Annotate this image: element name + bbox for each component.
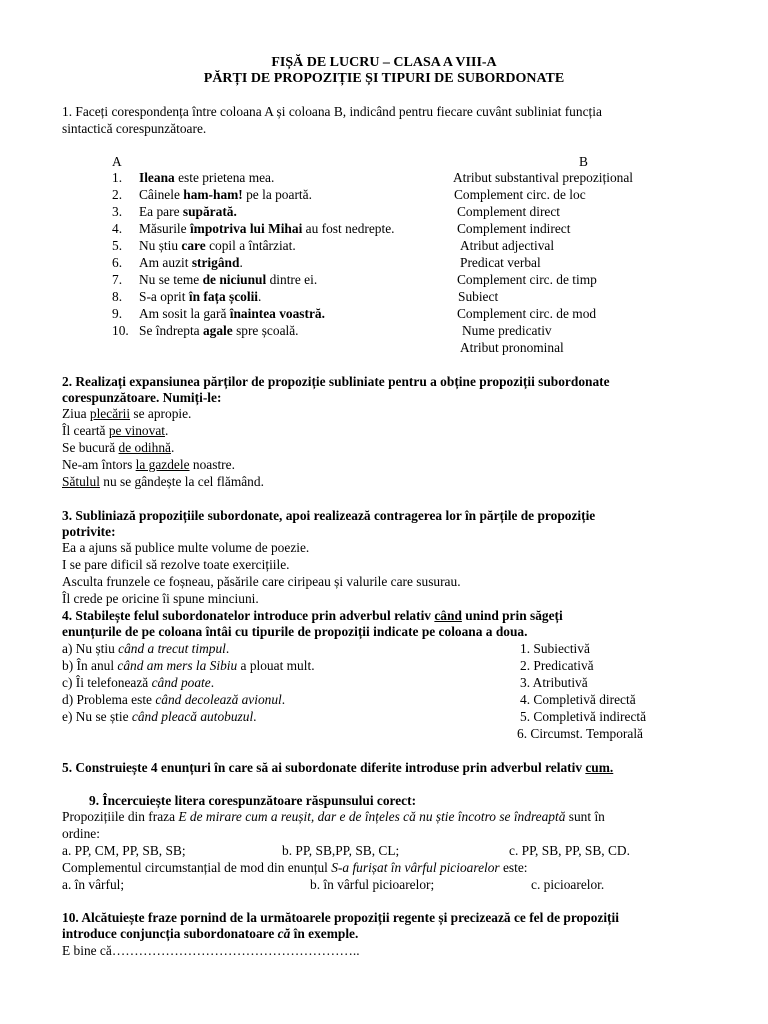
ex1-row-8: 8. S-a oprit în fața școlii. bbox=[112, 289, 262, 304]
ex4-type-1: 1. Subiectivă bbox=[520, 641, 590, 656]
ex9-question1-line1: Propozițiile din fraza E de mirare cum a reușit, dar e de înțeles că nu știe încotro se îndreaptă sunt în bbox=[62, 809, 605, 824]
ex4-instruction-line1: 4. Stabilește felul subordonatelor introduce prin adverbul relativ când unind prin săgeți bbox=[62, 608, 563, 623]
ex1-column-b-header: B bbox=[579, 154, 588, 169]
ex2-instruction-line1: 2. Realizați expansiunea părților de propoziție subliniate pentru a obține propoziții subordonate bbox=[62, 374, 610, 389]
ex3-sentence-1: Ea a ajuns să publice multe volume de poezie. bbox=[62, 540, 310, 555]
ex1-row-3: 3. Ea pare supărată. bbox=[112, 204, 237, 219]
ex4-type-4: 4. Completivă directă bbox=[520, 692, 636, 707]
ex1-row-5: 5. Nu știu care copil a întârziat. bbox=[112, 238, 296, 253]
ex9-q2-option-c[interactable]: c. picioarelor. bbox=[531, 877, 605, 892]
ex9-q1-option-a[interactable]: a. PP, CM, PP, SB, SB; bbox=[62, 843, 186, 858]
ex9-question2: Complementul circumstanțial de mod din enunțul S-a furișat în vârful picioarelor este: bbox=[62, 860, 528, 875]
ex1-option-6: Predicat verbal bbox=[460, 255, 541, 270]
ex1-row-10: 10. Se îndrepta agale spre școală. bbox=[112, 323, 299, 338]
ex4-type-2: 2. Predicativă bbox=[520, 658, 594, 673]
ex3-sentence-2: I se pare dificil să rezolve toate exercițiile. bbox=[62, 557, 290, 572]
ex4-type-3: 3. Atributivă bbox=[520, 675, 588, 690]
ex4-type-5: 5. Completivă indirectă bbox=[520, 709, 647, 724]
ex9-q1-option-b[interactable]: b. PP, SB,PP, SB, CL; bbox=[282, 843, 400, 858]
ex10-instruction-line1: 10. Alcătuiește fraze pornind de la următoarele propoziții regente și precizează ce fel de propoziții bbox=[62, 910, 619, 925]
ex1-option-9: Complement circ. de mod bbox=[457, 306, 597, 321]
ex3-sentence-4: Îl crede pe oricine îi spune minciuni. bbox=[62, 591, 259, 606]
ex1-instruction-line2: sintactică corespunzătoare. bbox=[62, 121, 207, 136]
ex4-item-b: b) În anul când am mers la Sibiu a plouat mult. bbox=[62, 658, 315, 673]
ex1-row-7: 7. Nu se teme de niciunul dintre ei. bbox=[112, 272, 318, 287]
ex2-sentence-3: Se bucură de odihnă. bbox=[62, 440, 175, 455]
ex1-option-10: Nume predicativ bbox=[462, 323, 552, 338]
ex5-instruction: 5. Construiește 4 enunțuri în care să ai subordonate diferite introduse prin adverbul relativ cum. bbox=[62, 760, 614, 775]
ex4-item-a: a) Nu știu când a trecut timpul. bbox=[62, 641, 230, 656]
ex1-row-4: 4. Măsurile împotriva lui Mihai au fost nedrepte. bbox=[112, 221, 395, 236]
ex2-sentence-4: Ne-am întors la gazdele noastre. bbox=[62, 457, 235, 472]
ex4-item-c: c) Îi telefonează când poate. bbox=[62, 675, 215, 690]
ex1-option-8: Subiect bbox=[458, 289, 499, 304]
ex1-column-a-header: A bbox=[112, 154, 122, 169]
ex2-instruction-line2: corespunzătoare. Numiți-le: bbox=[62, 390, 222, 405]
ex4-instruction-line2: enunțurile de pe coloana întâi cu tipurile de propoziții indicate pe coloana a doua. bbox=[62, 624, 528, 639]
ex1-row-2: 2. Câinele ham-ham! pe la poartă. bbox=[112, 187, 312, 202]
ex1-row-1: 1. Ileana este prietena mea. bbox=[112, 170, 275, 185]
worksheet-subtitle: PĂRȚI DE PROPOZIȚIE ȘI TIPURI DE SUBORDONATE bbox=[203, 71, 565, 86]
ex1-option-2: Complement circ. de loc bbox=[454, 187, 586, 202]
ex1-row-6: 6. Am auzit strigând. bbox=[112, 255, 243, 270]
ex4-item-d: d) Problema este când decolează avionul. bbox=[62, 692, 286, 707]
ex9-instruction: 9. Încercuiește litera corespunzătoare răspunsului corect: bbox=[89, 793, 417, 808]
ex1-option-4: Complement indirect bbox=[457, 221, 571, 236]
ex10-instruction-line2: introduce conjuncția subordonatoare că în exemple. bbox=[62, 926, 359, 941]
ex3-sentence-3: Asculta frunzele ce foșneau, păsările care ciripeau și valurile care susurau. bbox=[62, 574, 461, 589]
ex2-sentence-2: Îl ceartă pe vinovat. bbox=[62, 423, 169, 438]
ex10-answer-line[interactable]: E bine că……………………………………………….. bbox=[62, 943, 360, 958]
ex9-q1-option-c[interactable]: c. PP, SB, PP, SB, CD. bbox=[509, 843, 630, 858]
ex4-type-6: 6. Circumst. Temporală bbox=[517, 726, 644, 741]
ex1-option-1: Atribut substantival prepozițional bbox=[453, 170, 633, 185]
ex1-row-9: 9. Am sosit la gară înaintea voastră. bbox=[112, 306, 325, 321]
ex9-q2-option-a[interactable]: a. în vârful; bbox=[62, 877, 125, 892]
ex3-instruction-line2: potrivite: bbox=[62, 524, 116, 539]
ex1-option-5: Atribut adjectival bbox=[460, 238, 555, 253]
ex4-item-e: e) Nu se știe când pleacă autobuzul. bbox=[62, 709, 257, 724]
ex1-instruction-line1: 1. Faceți corespondența între coloana A și coloana B, indicând pentru fiecare cuvânt subliniat funcția bbox=[62, 104, 602, 119]
ex9-question1-line2: ordine: bbox=[62, 826, 100, 841]
ex3-instruction-line1: 3. Subliniază propozițiile subordonate, apoi realizează contragerea lor în părțile de propoziție bbox=[62, 508, 596, 523]
ex1-option-3: Complement direct bbox=[457, 204, 561, 219]
ex9-q2-option-b[interactable]: b. în vârful picioarelor; bbox=[310, 877, 435, 892]
ex2-sentence-1: Ziua plecării se apropie. bbox=[62, 406, 192, 421]
ex2-sentence-5: Sătulul nu se gândește la cel flămând. bbox=[62, 474, 264, 489]
ex1-option-7: Complement circ. de timp bbox=[457, 272, 597, 287]
worksheet-title: FIȘĂ DE LUCRU – CLASA A VIII-A bbox=[271, 55, 497, 70]
ex1-option-11: Atribut pronominal bbox=[460, 340, 564, 355]
